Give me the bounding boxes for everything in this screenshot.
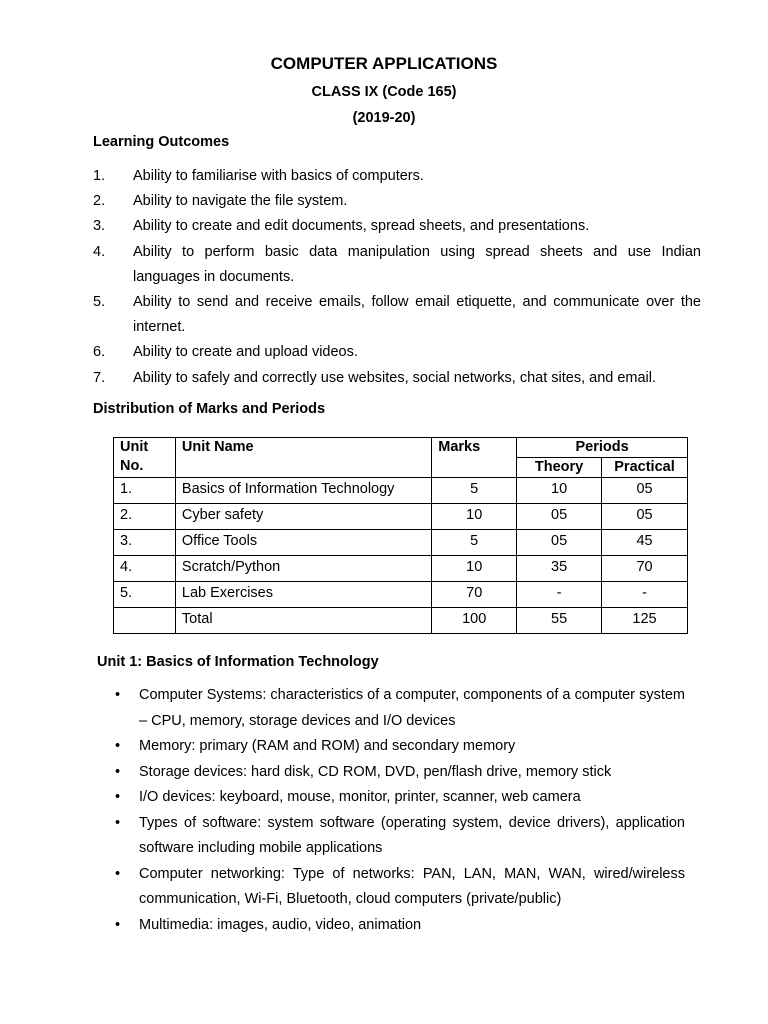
theory-cell: - xyxy=(517,582,602,608)
practical-header: Practical xyxy=(602,458,688,478)
unit-name-cell: Scratch/Python xyxy=(175,556,431,582)
item-text: Computer networking: Type of networks: PAN, LAN, MAN, WAN, wired/wireless communication, Wi-Fi, Bluetooth, cloud computers (private/public) xyxy=(139,865,685,907)
item-text: Ability to send and receive emails, follow email etiquette, and communicate over the internet. xyxy=(133,294,701,336)
list-item xyxy=(113,683,685,734)
unit-no-cell: 4. xyxy=(114,556,176,582)
item-text: I/O devices: keyboard, mouse, monitor, printer, scanner, web camera xyxy=(139,789,581,805)
item-text: Storage devices: hard disk, CD ROM, DVD, pen/flash drive, memory stick xyxy=(139,763,612,780)
unit-no-cell: 3. xyxy=(114,530,176,556)
item-text: Ability to navigate the file system. xyxy=(133,193,348,210)
distribution-heading: Distribution of Marks and Periods xyxy=(93,401,326,417)
list-item xyxy=(93,366,701,391)
list-item xyxy=(93,290,701,340)
list-item xyxy=(113,760,685,786)
practical-cell: 45 xyxy=(602,530,688,556)
item-text: Ability to safely and correctly use websites, social networks, chat sites, and email. xyxy=(133,369,657,386)
unit-no-cell: 2. xyxy=(114,504,176,530)
unit-name-cell: Cyber safety xyxy=(175,504,431,530)
theory-cell: 05 xyxy=(517,530,602,556)
list-item xyxy=(93,189,701,214)
practical-cell: - xyxy=(602,582,688,608)
class-code: CLASS IX (Code 165) xyxy=(311,84,457,100)
unit1-heading: Unit 1: Basics of Information Technology xyxy=(97,654,379,670)
unit-name-cell: Basics of Information Technology xyxy=(175,478,431,504)
item-number: 7. xyxy=(93,369,106,386)
item-text: Memory: primary (RAM and ROM) and secondary memory xyxy=(139,738,516,754)
theory-cell: 35 xyxy=(517,556,602,582)
learning-outcomes-list xyxy=(93,164,701,391)
periods-header: Periods xyxy=(517,438,688,458)
bullet-icon: • xyxy=(115,916,121,933)
list-item xyxy=(113,862,685,913)
list-item xyxy=(93,240,701,290)
marks-cell: 5 xyxy=(432,530,517,556)
item-text: Types of software: system software (operating system, device drivers), application software including mobile applications xyxy=(139,814,685,856)
marks-cell: 70 xyxy=(432,582,517,608)
theory-cell: 55 xyxy=(517,608,602,634)
item-text: Ability to perform basic data manipulation using spread sheets and use Indian languages in documents. xyxy=(133,243,701,285)
bullet-icon: • xyxy=(115,814,121,831)
marks-cell: 10 xyxy=(432,556,517,582)
table-header-row xyxy=(114,438,688,458)
item-text: Ability to create and upload videos. xyxy=(133,344,358,361)
total-label-cell: Total xyxy=(175,608,431,634)
item-number: 4. xyxy=(93,243,106,260)
table-row xyxy=(114,582,688,608)
list-item xyxy=(113,913,685,939)
item-number: 1. xyxy=(93,168,106,184)
practical-cell: 70 xyxy=(602,556,688,582)
theory-cell: 10 xyxy=(517,478,602,504)
document-title: COMPUTER APPLICATIONS xyxy=(270,54,498,73)
bullet-icon: • xyxy=(115,865,121,882)
bullet-icon: • xyxy=(115,789,121,805)
list-item xyxy=(93,164,701,189)
marks-header: Marks xyxy=(432,438,517,478)
learning-outcomes-heading: Learning Outcomes xyxy=(93,134,230,150)
unit-no-cell: 5. xyxy=(114,582,176,608)
item-number: 2. xyxy=(93,193,106,210)
list-item xyxy=(93,340,701,365)
item-text: Multimedia: images, audio, video, animation xyxy=(139,916,422,933)
table-row xyxy=(114,478,688,504)
unit-name-header: Unit Name xyxy=(175,438,431,478)
practical-cell: 05 xyxy=(602,504,688,530)
bullet-icon: • xyxy=(115,763,121,780)
item-text: Ability to create and edit documents, spread sheets, and presentations. xyxy=(133,218,590,235)
marks-cell: 5 xyxy=(432,478,517,504)
table-row xyxy=(114,504,688,530)
table-row xyxy=(114,556,688,582)
item-number: 6. xyxy=(93,344,106,361)
marks-cell: 10 xyxy=(432,504,517,530)
academic-year: (2019-20) xyxy=(352,110,416,126)
marks-cell: 100 xyxy=(432,608,517,634)
unit-no-header: Unit No. xyxy=(114,438,176,478)
practical-cell: 125 xyxy=(602,608,688,634)
item-text: Computer Systems: characteristics of a computer, components of a computer system – CPU, memory, storage devices and I/O devices xyxy=(139,687,685,729)
unit-no-cell xyxy=(114,608,176,634)
list-item xyxy=(113,811,685,862)
list-item xyxy=(113,785,685,811)
list-item xyxy=(113,734,685,760)
item-text: Ability to familiarise with basics of computers. xyxy=(133,168,424,184)
table-total-row xyxy=(114,608,688,634)
unit-name-cell: Lab Exercises xyxy=(175,582,431,608)
bullet-icon: • xyxy=(115,738,121,754)
item-number: 3. xyxy=(93,218,106,235)
bullet-icon: • xyxy=(115,687,121,703)
unit1-topics-list xyxy=(113,683,685,938)
unit-no-cell: 1. xyxy=(114,478,176,504)
item-number: 5. xyxy=(93,294,106,311)
theory-header: Theory xyxy=(517,458,602,478)
marks-table xyxy=(113,437,688,634)
list-item xyxy=(93,214,701,239)
practical-cell: 05 xyxy=(602,478,688,504)
unit-name-cell: Office Tools xyxy=(175,530,431,556)
theory-cell: 05 xyxy=(517,504,602,530)
table-row xyxy=(114,530,688,556)
